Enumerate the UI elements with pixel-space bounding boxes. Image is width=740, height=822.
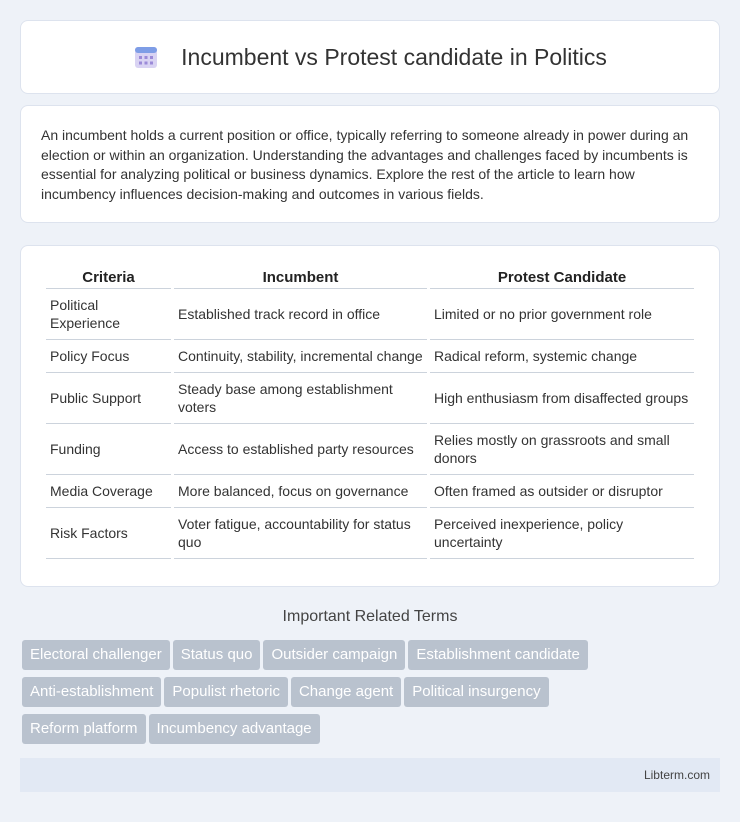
table-row (46, 373, 694, 424)
intro-card (20, 105, 720, 223)
tag-populist-rhetoric[interactable]: Populist rhetoric (164, 677, 288, 707)
header-criteria: Criteria (46, 268, 171, 289)
table-cell: Steady base among establishment voters (174, 373, 427, 424)
table-cell: Established track record in office (174, 289, 427, 340)
tag-change-agent[interactable]: Change agent (291, 677, 401, 707)
table-cell: Policy Focus (46, 340, 171, 373)
title-card (20, 20, 720, 94)
related-terms-title: Important Related Terms (282, 608, 458, 625)
tag-anti-establishment[interactable]: Anti-establishment (22, 677, 161, 707)
tag-status-quo[interactable]: Status quo (173, 640, 261, 670)
table-row (46, 508, 694, 559)
tag-outsider-campaign[interactable]: Outsider campaign (263, 640, 405, 670)
tag-incumbency-advantage[interactable]: Incumbency advantage (149, 714, 320, 744)
table-cell: Limited or no prior government role (430, 289, 694, 340)
table-cell: Relies mostly on grassroots and small donors (430, 424, 694, 475)
table-cell: Perceived inexperience, policy uncertainty (430, 508, 694, 559)
comparison-table (43, 268, 697, 559)
related-terms-section (20, 608, 720, 626)
table-cell: Funding (46, 424, 171, 475)
table-header-row (46, 268, 694, 289)
table-cell: Public Support (46, 373, 171, 424)
tag-political-insurgency[interactable]: Political insurgency (404, 677, 548, 707)
header-protest-candidate: Protest Candidate (430, 268, 694, 289)
table-row (46, 424, 694, 475)
tag-reform-platform[interactable]: Reform platform (22, 714, 146, 744)
table-cell: Risk Factors (46, 508, 171, 559)
related-tags (22, 640, 722, 751)
page-title: Incumbent vs Protest candidate in Politics (181, 43, 607, 70)
table-row (46, 340, 694, 373)
table-row (46, 475, 694, 508)
footer-site-link[interactable]: Libterm.com (643, 768, 710, 782)
header-incumbent: Incumbent (174, 268, 427, 289)
table-cell: Political Experience (46, 289, 171, 340)
table-cell: High enthusiasm from disaffected groups (430, 373, 694, 424)
calendar-grid-icon (133, 44, 159, 70)
footer (20, 758, 720, 792)
table-cell: Media Coverage (46, 475, 171, 508)
table-cell: Access to established party resources (174, 424, 427, 475)
table-cell: Continuity, stability, incremental change (174, 340, 427, 373)
intro-text: An incumbent holds a current position or office, typically referring to someone already in power during an election or within an organization. Understanding the advantages and challenges faced by incumbents is essential for analyzing political or business dynamics. Explore the rest of the article to learn how incumbency influences decision-making and outcomes in various fields. (41, 127, 689, 202)
tag-establishment-candidate[interactable]: Establishment candidate (408, 640, 587, 670)
comparison-card (20, 245, 720, 587)
tag-electoral-challenger[interactable]: Electoral challenger (22, 640, 170, 670)
table-cell: More balanced, focus on governance (174, 475, 427, 508)
table-cell: Voter fatigue, accountability for status quo (174, 508, 427, 559)
table-row (46, 289, 694, 340)
table-cell: Radical reform, systemic change (430, 340, 694, 373)
table-cell: Often framed as outsider or disruptor (430, 475, 694, 508)
